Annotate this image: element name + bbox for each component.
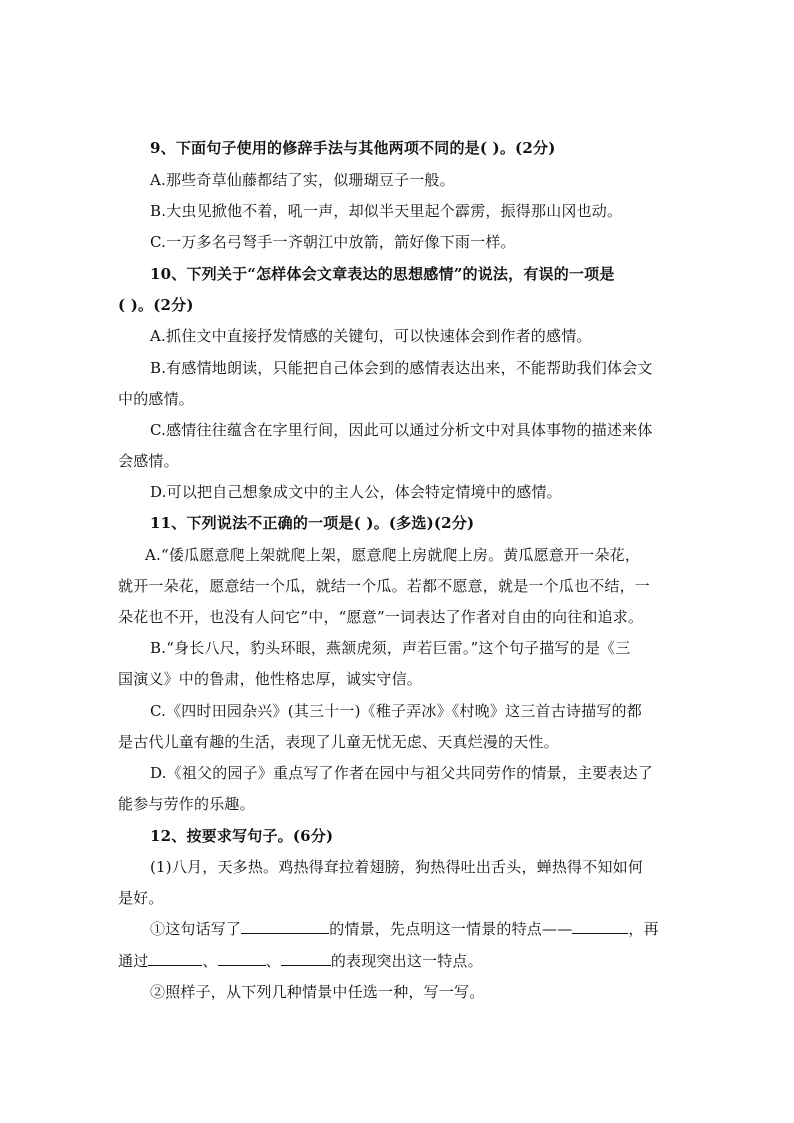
- q9-option-b: B.大虫见掀他不着，吼一声，却似半天里起个霹雳，振得那山冈也动。: [150, 202, 623, 220]
- q11-option-b-line1: B.“身长八尺，豹头环眼，燕颔虎须，声若巨雷。”这个句子描写的是《三: [150, 639, 631, 657]
- q10-option-c-line2: 会感情。: [118, 452, 179, 470]
- separator: 、: [265, 952, 281, 970]
- answer-blank-2[interactable]: [572, 919, 628, 934]
- q11-option-d-line2: 能参与劳作的乐趣。: [118, 795, 255, 813]
- q12-passage-line1: (1)八月，天多热。鸡热得耷拉着翅膀，狗热得吐出舌头，蝉热得不知如何: [150, 858, 644, 876]
- q10-option-b-line1: B.有感情地朗读，只能把自己体会到的感情表达出来，不能帮助我们体会文: [150, 359, 653, 377]
- q9-option-a: A.那些奇草仙藤都结了实，似珊瑚豆子一般。: [150, 171, 455, 189]
- answer-blank-3[interactable]: [148, 951, 202, 966]
- q11-option-a-line3: 朵花也不开，也没有人问它”中，“愿意”一词表达了作者对自由的向往和追求。: [118, 608, 644, 626]
- q10-option-b-line2: 中的感情。: [118, 390, 195, 408]
- q12-sub1-text-b: 的情景，先点明这一情景的特点——: [329, 920, 573, 938]
- q12-sub1-line2: [118, 951, 483, 971]
- q11-option-c-line2: 是古代儿童有趣的生活，表现了儿童无忧无虑、天真烂漫的天性。: [118, 733, 559, 751]
- q12-stem: 12、按要求写句子。(6分): [150, 827, 334, 845]
- q12-sub1-text-c: ，再: [628, 920, 659, 938]
- q11-option-d-line1: D.《祖父的园子》重点写了作者在园中与祖父共同劳作的情景，主要表达了: [150, 764, 654, 782]
- q12-sub1-text-d: 通过: [118, 952, 149, 970]
- q11-option-a-line1: A.“倭瓜愿意爬上架就爬上架，愿意爬上房就爬上房。黄瓜愿意开一朵花，: [145, 546, 641, 564]
- q10-stem-line1: 10、下列关于“怎样体会文章表达的思想感情”的说法，有误的一项是: [150, 265, 615, 283]
- q11-option-b-line2: 国演义》中的鲁肃，他性格忠厚，诚实守信。: [118, 670, 423, 688]
- separator: 、: [202, 952, 218, 970]
- q12-sub1-line1: [150, 919, 659, 939]
- q10-stem-line2: ( )。(2分): [118, 296, 194, 314]
- answer-blank-1[interactable]: [241, 919, 329, 934]
- q12-passage-line2: 是好。: [118, 889, 164, 907]
- q10-option-a: A.抓住文中直接抒发情感的关键句，可以快速体会到作者的感情。: [150, 327, 592, 345]
- q12-sub1-text-e: 的表现突出这一特点。: [330, 952, 483, 970]
- q9-stem: 9、下面句子使用的修辞手法与其他两项不同的是( )。(2分): [150, 139, 556, 157]
- q12-sub1-text-a: ①这句话写了: [150, 920, 242, 938]
- q9-option-c: C.一万多名弓弩手一齐朝江中放箭，箭好像下雨一样。: [150, 233, 516, 251]
- q11-option-c-line1: C.《四时田园杂兴》(其三十一)《稚子弄冰》《村晚》这三首古诗描写的都: [150, 702, 642, 720]
- answer-blank-4[interactable]: [218, 951, 266, 966]
- q10-option-c-line1: C.感情往往蕴含在字里行间，因此可以通过分析文中对具体事物的描述来体: [150, 421, 653, 439]
- q11-stem: 11、下列说法不正确的一项是( )。(多选)(2分): [150, 514, 475, 532]
- answer-blank-5[interactable]: [281, 951, 331, 966]
- q11-option-a-line2: 就开一朵花，愿意结一个瓜，就结一个瓜。若都不愿意，就是一个瓜也不结，一: [118, 577, 651, 595]
- q10-option-d: D.可以把自己想象成文中的主人公，体会特定情境中的感情。: [150, 483, 562, 501]
- q12-sub2: ②照样子，从下列几种情景中任选一种，写一写。: [150, 983, 485, 1001]
